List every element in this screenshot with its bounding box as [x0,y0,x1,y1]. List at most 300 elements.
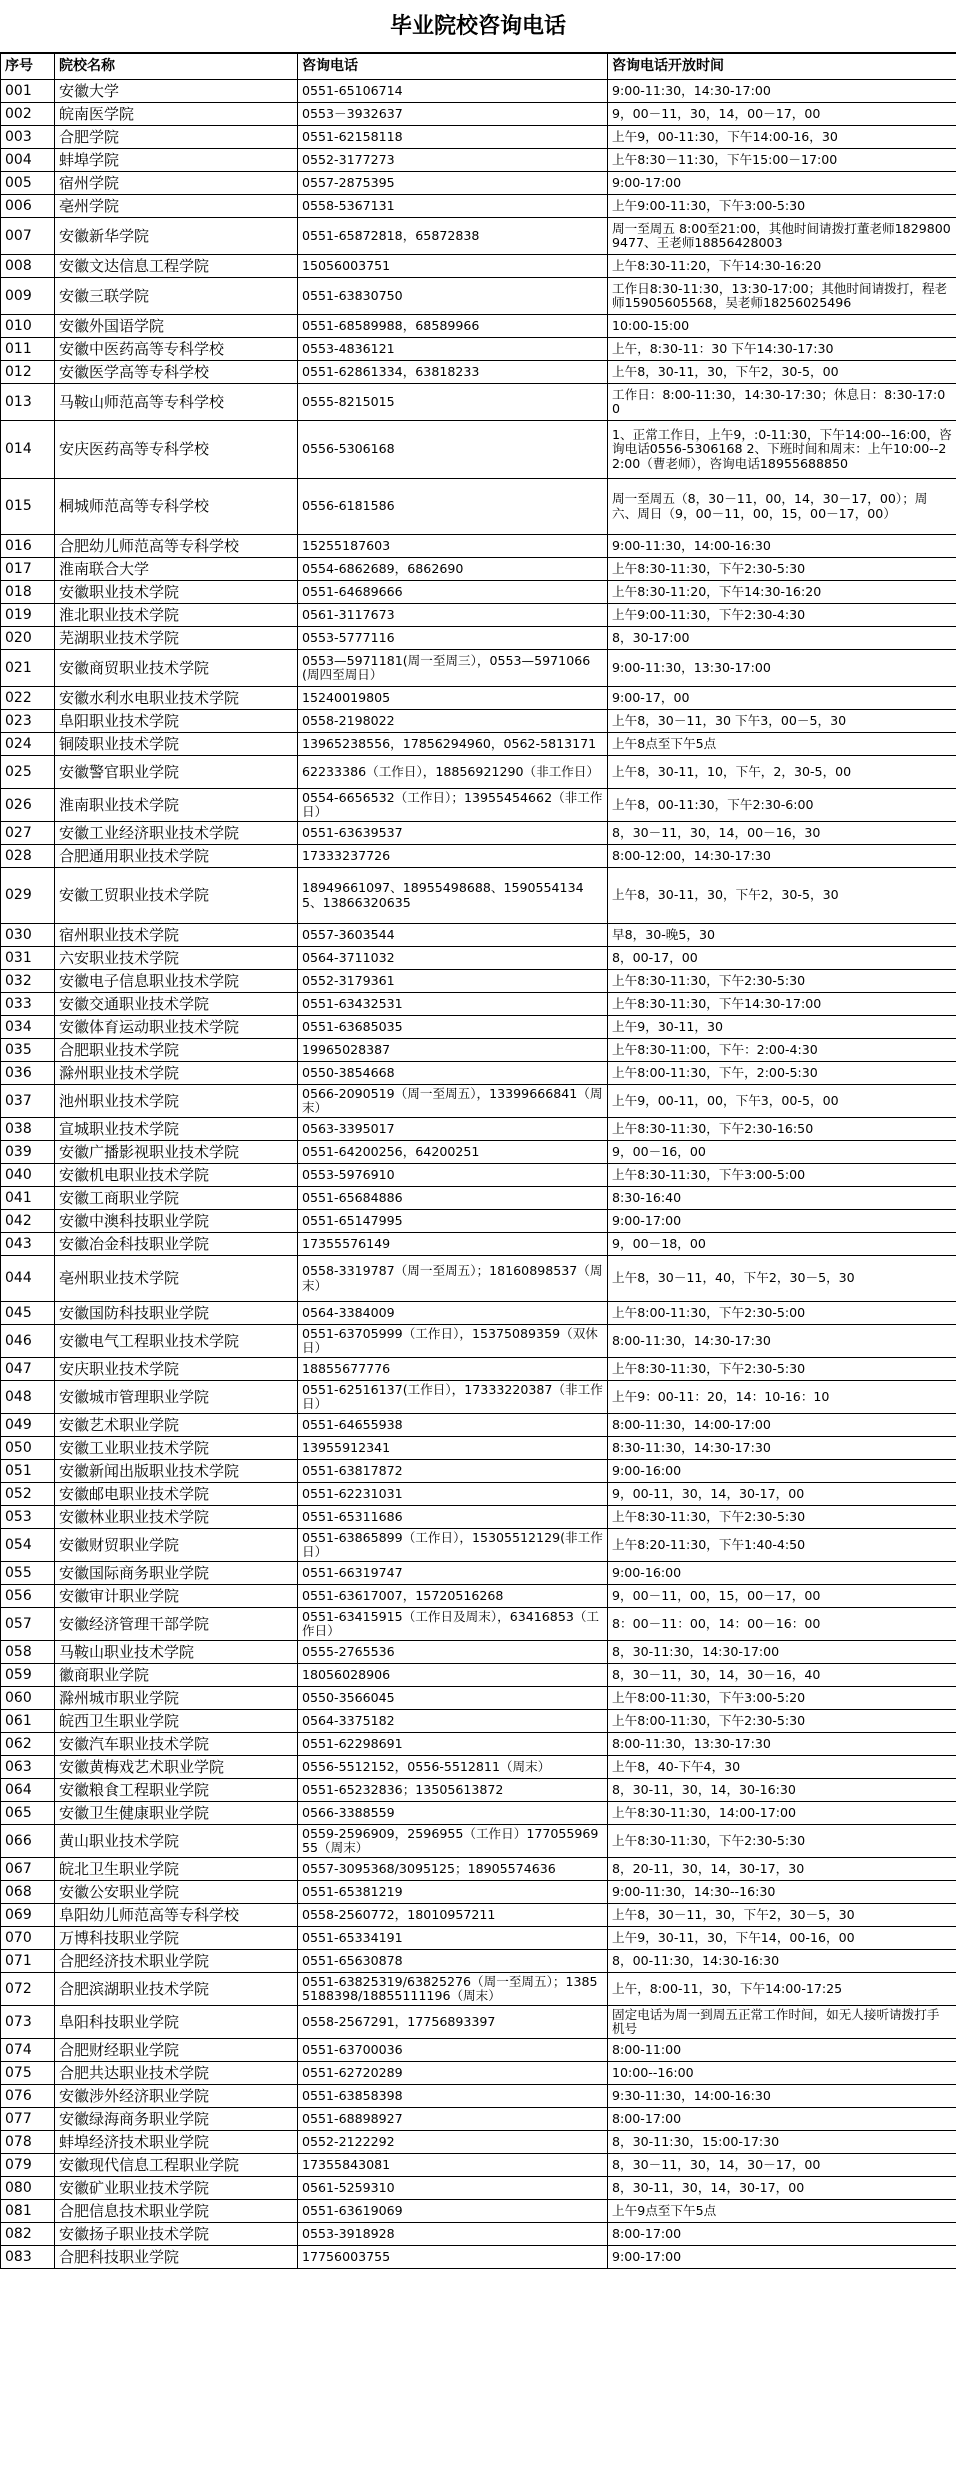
school-name: 安徽电气工程职业技术学院 [55,1325,298,1358]
row-number: 005 [1,172,55,195]
phone-number: 62233386（工作日），18856921290（非工作日） [298,756,608,789]
school-name: 安徽现代信息工程职业学院 [55,2154,298,2177]
table-row [1,2223,956,2246]
open-hours: 上午9，30-11，30，下午14，00-16，00 [608,1927,956,1950]
open-hours: 8，30－11，30，14，30－17，00 [608,2154,956,2177]
table-row [1,1529,956,1562]
open-hours: 8，20-11，30，14，30-17，30 [608,1858,956,1881]
open-hours: 上午8:30-11:30，下午2:30-5:30 [608,558,956,581]
table-row [1,2006,956,2039]
row-number: 054 [1,1529,55,1562]
phone-number: 15056003751 [298,255,608,278]
phone-number: 0555-8215015 [298,384,608,421]
open-hours: 上午8，00-11:30，下午2:30-6:00 [608,789,956,822]
table-row [1,970,956,993]
table-row [1,845,956,868]
table-row [1,338,956,361]
phone-number: 18056028906 [298,1664,608,1687]
phone-number: 0554-6862689，6862690 [298,558,608,581]
table-row [1,1904,956,1927]
open-hours: 9:00-16:00 [608,1562,956,1585]
phone-number: 15255187603 [298,535,608,558]
phone-number: 0551-64655938 [298,1414,608,1437]
row-number: 065 [1,1802,55,1825]
open-hours: 上午，8:30-11：30 下午14:30-17:30 [608,338,956,361]
header-name: 院校名称 [55,54,298,80]
school-name: 安徽矿业职业技术学院 [55,2177,298,2200]
open-hours: 10:00-15:00 [608,315,956,338]
table-row [1,1437,956,1460]
open-hours: 9，00－11，00，15，00－17，00 [608,1585,956,1608]
row-number: 042 [1,1210,55,1233]
school-name: 安徽扬子职业技术学院 [55,2223,298,2246]
school-name: 安徽审计职业学院 [55,1585,298,1608]
row-number: 045 [1,1302,55,1325]
table-row [1,1460,956,1483]
open-hours: 9，00－16，00 [608,1141,956,1164]
table-row [1,1641,956,1664]
table-row [1,1585,956,1608]
row-number: 022 [1,687,55,710]
phone-number: 0553-5976910 [298,1164,608,1187]
school-name: 阜阳职业技术学院 [55,710,298,733]
school-name: 安庆职业技术学院 [55,1358,298,1381]
row-number: 021 [1,650,55,687]
row-number: 002 [1,103,55,126]
school-name: 安徽国防科技职业学院 [55,1302,298,1325]
table-row [1,315,956,338]
phone-number: 0551-63619069 [298,2200,608,2223]
school-name: 蚌埠经济技术职业学院 [55,2131,298,2154]
row-number: 011 [1,338,55,361]
phone-number: 15240019805 [298,687,608,710]
table-row [1,581,956,604]
row-number: 030 [1,924,55,947]
phone-number: 0550-3566045 [298,1687,608,1710]
table-row [1,1664,956,1687]
phone-number: 0551-63639537 [298,822,608,845]
open-hours: 9:00-11:30，14:00-16:30 [608,535,956,558]
school-name: 淮南职业技术学院 [55,789,298,822]
open-hours: 9，00－11，30，14，00－17，00 [608,103,956,126]
phone-number: 0551-65684886 [298,1187,608,1210]
table-row [1,627,956,650]
row-number: 009 [1,278,55,315]
phone-number: 0553—5971181(周一至周三），0553—5971066(周四至周日） [298,650,608,687]
table-row [1,1733,956,1756]
phone-number: 0558-2567291，17756893397 [298,2006,608,2039]
table-row [1,1562,956,1585]
school-name: 安徽医学高等专科学校 [55,361,298,384]
school-name: 合肥信息技术职业学院 [55,2200,298,2223]
school-name: 马鞍山师范高等专科学校 [55,384,298,421]
phone-number: 0553-4836121 [298,338,608,361]
open-hours: 8:00-11:00 [608,2039,956,2062]
open-hours: 8，30-11:30，14:30-17:00 [608,1641,956,1664]
row-number: 057 [1,1608,55,1641]
phone-number: 0551-63617007，15720516268 [298,1585,608,1608]
school-name: 安徽绿海商务职业学院 [55,2108,298,2131]
school-name: 马鞍山职业技术学院 [55,1641,298,1664]
table-row [1,1302,956,1325]
school-name: 安徽涉外经济职业学院 [55,2085,298,2108]
school-name: 安徽机电职业技术学院 [55,1164,298,1187]
school-name: 合肥经济技术职业学院 [55,1950,298,1973]
phone-number: 0551-62516137(工作日），17333220387（非工作日） [298,1381,608,1414]
open-hours: 8，30-11:30，15:00-17:30 [608,2131,956,2154]
table-row [1,756,956,789]
open-hours: 工作日8:30-11:30，13:30-17:00；其他时间请拨打，程老师15905605568，吴老师18256025496 [608,278,956,315]
row-number: 064 [1,1779,55,1802]
open-hours: 早8，30-晚5，30 [608,924,956,947]
phone-number: 0555-2765536 [298,1641,608,1664]
open-hours: 上午8:30-11:20，下午14:30-16:20 [608,581,956,604]
table-row [1,1950,956,1973]
row-number: 019 [1,604,55,627]
school-name: 安徽体育运动职业技术学院 [55,1016,298,1039]
open-hours: 上午8:00-11:30，下午，2:00-5:30 [608,1062,956,1085]
open-hours: 上午9点至下午5点 [608,2200,956,2223]
open-hours: 8:00-11:30，13:30-17:30 [608,1733,956,1756]
row-number: 050 [1,1437,55,1460]
table-row [1,2246,956,2269]
phone-number: 0551-64200256，64200251 [298,1141,608,1164]
school-name: 安徽财贸职业学院 [55,1529,298,1562]
header-hours: 咨询电话开放时间 [608,54,956,80]
row-number: 074 [1,2039,55,2062]
row-number: 007 [1,218,55,255]
table-row [1,1858,956,1881]
row-number: 037 [1,1085,55,1118]
table-row [1,687,956,710]
table-row [1,103,956,126]
open-hours: 上午8:30－11:30，下午15:00－17:00 [608,149,956,172]
table-row [1,604,956,627]
school-name: 合肥职业技术学院 [55,1039,298,1062]
row-number: 041 [1,1187,55,1210]
row-number: 028 [1,845,55,868]
school-name: 万博科技职业学院 [55,1927,298,1950]
table-row [1,1164,956,1187]
open-hours: 9:00-17:00 [608,1210,956,1233]
row-number: 058 [1,1641,55,1664]
school-name: 安徽公安职业学院 [55,1881,298,1904]
open-hours: 8:00-11:30，14:00-17:00 [608,1414,956,1437]
school-name: 皖南医学院 [55,103,298,126]
phone-number: 17355576149 [298,1233,608,1256]
open-hours: 上午8:30-11:30，下午2:30-5:30 [608,1358,956,1381]
open-hours: 上午8:30-11:30，下午14:30-17:00 [608,993,956,1016]
open-hours: 8:30-16:40 [608,1187,956,1210]
table-row [1,558,956,581]
row-number: 026 [1,789,55,822]
table-row [1,1756,956,1779]
row-number: 014 [1,421,55,479]
phone-number: 18855677776 [298,1358,608,1381]
open-hours: 工作日：8:00-11:30，14:30-17:30；休息日：8:30-17:00 [608,384,956,421]
open-hours: 上午9，00-11:30，下午14:00-16，30 [608,126,956,149]
phone-number: 0553-5777116 [298,627,608,650]
school-name: 皖北卫生职业学院 [55,1858,298,1881]
school-name: 安徽警官职业学院 [55,756,298,789]
row-number: 034 [1,1016,55,1039]
table-row [1,1039,956,1062]
school-name: 安徽国际商务职业学院 [55,1562,298,1585]
phone-number: 0564-3384009 [298,1302,608,1325]
phone-number: 17333237726 [298,845,608,868]
row-number: 056 [1,1585,55,1608]
school-name: 安徽电子信息职业技术学院 [55,970,298,993]
open-hours: 8:00-12:00，14:30-17:30 [608,845,956,868]
open-hours: 上午8:00-11:30，下午2:30-5:30 [608,1710,956,1733]
school-name: 安徽三联学院 [55,278,298,315]
open-hours: 上午8:30-11:00，下午：2:00-4:30 [608,1039,956,1062]
phone-number: 0551-65381219 [298,1881,608,1904]
open-hours: 8，00-11:30，14:30-16:30 [608,1950,956,1973]
school-name: 宿州学院 [55,172,298,195]
school-name: 安徽中澳科技职业学院 [55,1210,298,1233]
school-name: 铜陵职业技术学院 [55,733,298,756]
table-row [1,149,956,172]
table-row [1,278,956,315]
school-name: 安徽艺术职业学院 [55,1414,298,1437]
phone-number: 0551-66319747 [298,1562,608,1585]
table-row [1,2154,956,2177]
phone-number: 0551-65334191 [298,1927,608,1950]
open-hours: 上午8:30-11:30，下午2:30-5:30 [608,1506,956,1529]
table-row [1,1141,956,1164]
table-row [1,421,956,479]
school-name: 安徽工贸职业技术学院 [55,868,298,924]
phone-number: 0551-63432531 [298,993,608,1016]
open-hours: 9:00-11:30，13:30-17:00 [608,650,956,687]
table-row [1,1483,956,1506]
open-hours: 上午8，30-11，30，下午2，30-5，30 [608,868,956,924]
table-row [1,789,956,822]
phone-number: 0557-3095368/3095125；18905574636 [298,1858,608,1881]
table-row [1,80,956,103]
phone-number: 0564-3711032 [298,947,608,970]
phone-number: 18949661097、18955498688、15905541345、13866320635 [298,868,608,924]
open-hours: 上午8:30-11:30，下午2:30-5:30 [608,970,956,993]
table-row [1,1506,956,1529]
open-hours: 上午9:00-11:30，下午3:00-5:30 [608,195,956,218]
open-hours: 上午8:30-11:30，下午2:30-5:30 [608,1825,956,1858]
open-hours: 上午9，30-11，30 [608,1016,956,1039]
phone-number: 0551-62861334，63818233 [298,361,608,384]
row-number: 053 [1,1506,55,1529]
table-row [1,2177,956,2200]
table-row [1,361,956,384]
school-name: 安徽广播影视职业技术学院 [55,1141,298,1164]
row-number: 075 [1,2062,55,2085]
school-name: 安徽粮食工程职业学院 [55,1779,298,1802]
row-number: 039 [1,1141,55,1164]
phone-number: 0551-65147995 [298,1210,608,1233]
phone-number: 0551-63700036 [298,2039,608,2062]
phone-number: 0558-5367131 [298,195,608,218]
school-name: 滁州城市职业学院 [55,1687,298,1710]
school-name: 安徽汽车职业技术学院 [55,1733,298,1756]
school-name: 安徽工商职业学院 [55,1187,298,1210]
school-name: 安徽经济管理干部学院 [55,1608,298,1641]
open-hours: 8:00-11:30，14:30-17:30 [608,1325,956,1358]
phone-number: 13965238556，17856294960，0562-5813171 [298,733,608,756]
school-name: 安徽中医药高等专科学校 [55,338,298,361]
phone-number: 0561-3117673 [298,604,608,627]
row-number: 001 [1,80,55,103]
phone-number: 0553－3932637 [298,103,608,126]
row-number: 040 [1,1164,55,1187]
phone-number: 0550-3854668 [298,1062,608,1085]
row-number: 036 [1,1062,55,1085]
school-name: 宿州职业技术学院 [55,924,298,947]
open-hours: 8，30-11，30，14，30-16:30 [608,1779,956,1802]
table-row [1,822,956,845]
table-row [1,172,956,195]
open-hours: 8，30-11，30，14，30-17，00 [608,2177,956,2200]
phone-number: 0558-3319787（周一至周五）；18160898537（周末） [298,1256,608,1302]
school-name: 安徽工业经济职业技术学院 [55,822,298,845]
school-name: 芜湖职业技术学院 [55,627,298,650]
school-name: 蚌埠学院 [55,149,298,172]
school-name: 安徽新华学院 [55,218,298,255]
school-name: 池州职业技术学院 [55,1085,298,1118]
phone-number: 0551-62231031 [298,1483,608,1506]
open-hours: 上午8点至下午5点 [608,733,956,756]
open-hours: 1、正常工作日，上午9，:0-11:30，下午14:00--16:00，咨询电话0556-5306168 2、下班时间和周末：上午10:00--22:00（曹老师），咨询电话18955688850 [608,421,956,479]
table-row [1,1687,956,1710]
phone-number: 17756003755 [298,2246,608,2269]
school-name: 六安职业技术学院 [55,947,298,970]
school-name: 安徽外国语学院 [55,315,298,338]
school-name: 合肥滨湖职业技术学院 [55,1973,298,2006]
school-name: 徽商职业学院 [55,1664,298,1687]
open-hours: 上午8:30-11:20，下午14:30-16:20 [608,255,956,278]
school-name: 合肥科技职业学院 [55,2246,298,2269]
open-hours: 9，00-11，30，14，30-17，00 [608,1483,956,1506]
phone-number: 0551-63858398 [298,2085,608,2108]
school-name: 安徽文达信息工程学院 [55,255,298,278]
open-hours: 上午8，30-11，30，下午2，30-5，00 [608,361,956,384]
school-name: 安徽商贸职业技术学院 [55,650,298,687]
school-name: 黄山职业技术学院 [55,1825,298,1858]
row-number: 027 [1,822,55,845]
school-name: 皖西卫生职业学院 [55,1710,298,1733]
phone-number: 0551-63415915（工作日及周末），63416853（工作日） [298,1608,608,1641]
table-row [1,1825,956,1858]
open-hours: 8：00－11：00，14：00－16：00 [608,1608,956,1641]
school-name: 安庆医药高等专科学校 [55,421,298,479]
table-row [1,993,956,1016]
phone-number: 0551-65232836；13505613872 [298,1779,608,1802]
row-number: 081 [1,2200,55,2223]
table-row [1,710,956,733]
school-name: 合肥学院 [55,126,298,149]
row-number: 082 [1,2223,55,2246]
table-row [1,1118,956,1141]
phone-number: 0552-2122292 [298,2131,608,2154]
row-number: 018 [1,581,55,604]
table-row [1,2200,956,2223]
table-row [1,535,956,558]
phone-number: 0551-68898927 [298,2108,608,2131]
table-row [1,1710,956,1733]
school-name: 安徽城市管理职业学院 [55,1381,298,1414]
row-number: 035 [1,1039,55,1062]
table-row [1,1414,956,1437]
row-number: 071 [1,1950,55,1973]
open-hours: 9:30-11:30，14:00-16:30 [608,2085,956,2108]
phone-number: 0551-63817872 [298,1460,608,1483]
school-name: 安徽交通职业技术学院 [55,993,298,1016]
row-number: 038 [1,1118,55,1141]
row-number: 048 [1,1381,55,1414]
header-phone: 咨询电话 [298,54,608,80]
row-number: 067 [1,1858,55,1881]
phone-number: 0551-68589988，68589966 [298,315,608,338]
table-row [1,1187,956,1210]
table-row [1,126,956,149]
phone-number: 0556-5306168 [298,421,608,479]
row-number: 079 [1,2154,55,2177]
open-hours: 上午8，30－11，40，下午2，30－5，30 [608,1256,956,1302]
row-number: 073 [1,2006,55,2039]
row-number: 051 [1,1460,55,1483]
school-name: 安徽新闻出版职业技术学院 [55,1460,298,1483]
row-number: 060 [1,1687,55,1710]
school-name: 亳州学院 [55,195,298,218]
phone-number: 0554-6656532（工作日）；13955454662（非工作日） [298,789,608,822]
row-number: 083 [1,2246,55,2269]
school-name: 安徽冶金科技职业学院 [55,1233,298,1256]
phone-number: 0551-62720289 [298,2062,608,2085]
open-hours: 上午8，30-11，10，下午，2，30-5，00 [608,756,956,789]
school-name: 合肥通用职业技术学院 [55,845,298,868]
school-name: 安徽林业职业技术学院 [55,1506,298,1529]
school-name: 安徽邮电职业技术学院 [55,1483,298,1506]
open-hours: 周一至周五 8:00至21:00，其他时间请拨打董老师18298009477、王老师18856428003 [608,218,956,255]
table-row [1,1927,956,1950]
open-hours: 8:00-17:00 [608,2108,956,2131]
row-number: 059 [1,1664,55,1687]
school-name: 安徽工业职业技术学院 [55,1437,298,1460]
phone-number: 0566-3388559 [298,1802,608,1825]
school-name: 桐城师范高等专科学校 [55,479,298,535]
table-row [1,1210,956,1233]
row-number: 080 [1,2177,55,2200]
row-number: 015 [1,479,55,535]
row-number: 012 [1,361,55,384]
row-number: 017 [1,558,55,581]
table-row [1,1779,956,1802]
school-name: 安徽大学 [55,80,298,103]
open-hours: 上午9：00-11：20，14：10-16：10 [608,1381,956,1414]
row-number: 076 [1,2085,55,2108]
table-row [1,1016,956,1039]
row-number: 032 [1,970,55,993]
row-number: 070 [1,1927,55,1950]
table-row [1,2039,956,2062]
open-hours: 9:00-16:00 [608,1460,956,1483]
open-hours: 上午8，30－11，30，下午2，30－5，30 [608,1904,956,1927]
row-number: 055 [1,1562,55,1585]
table-row [1,1062,956,1085]
table-row [1,868,956,924]
phone-number: 0551-62298691 [298,1733,608,1756]
school-name: 安徽水利水电职业技术学院 [55,687,298,710]
open-hours: 10:00--16:00 [608,2062,956,2085]
